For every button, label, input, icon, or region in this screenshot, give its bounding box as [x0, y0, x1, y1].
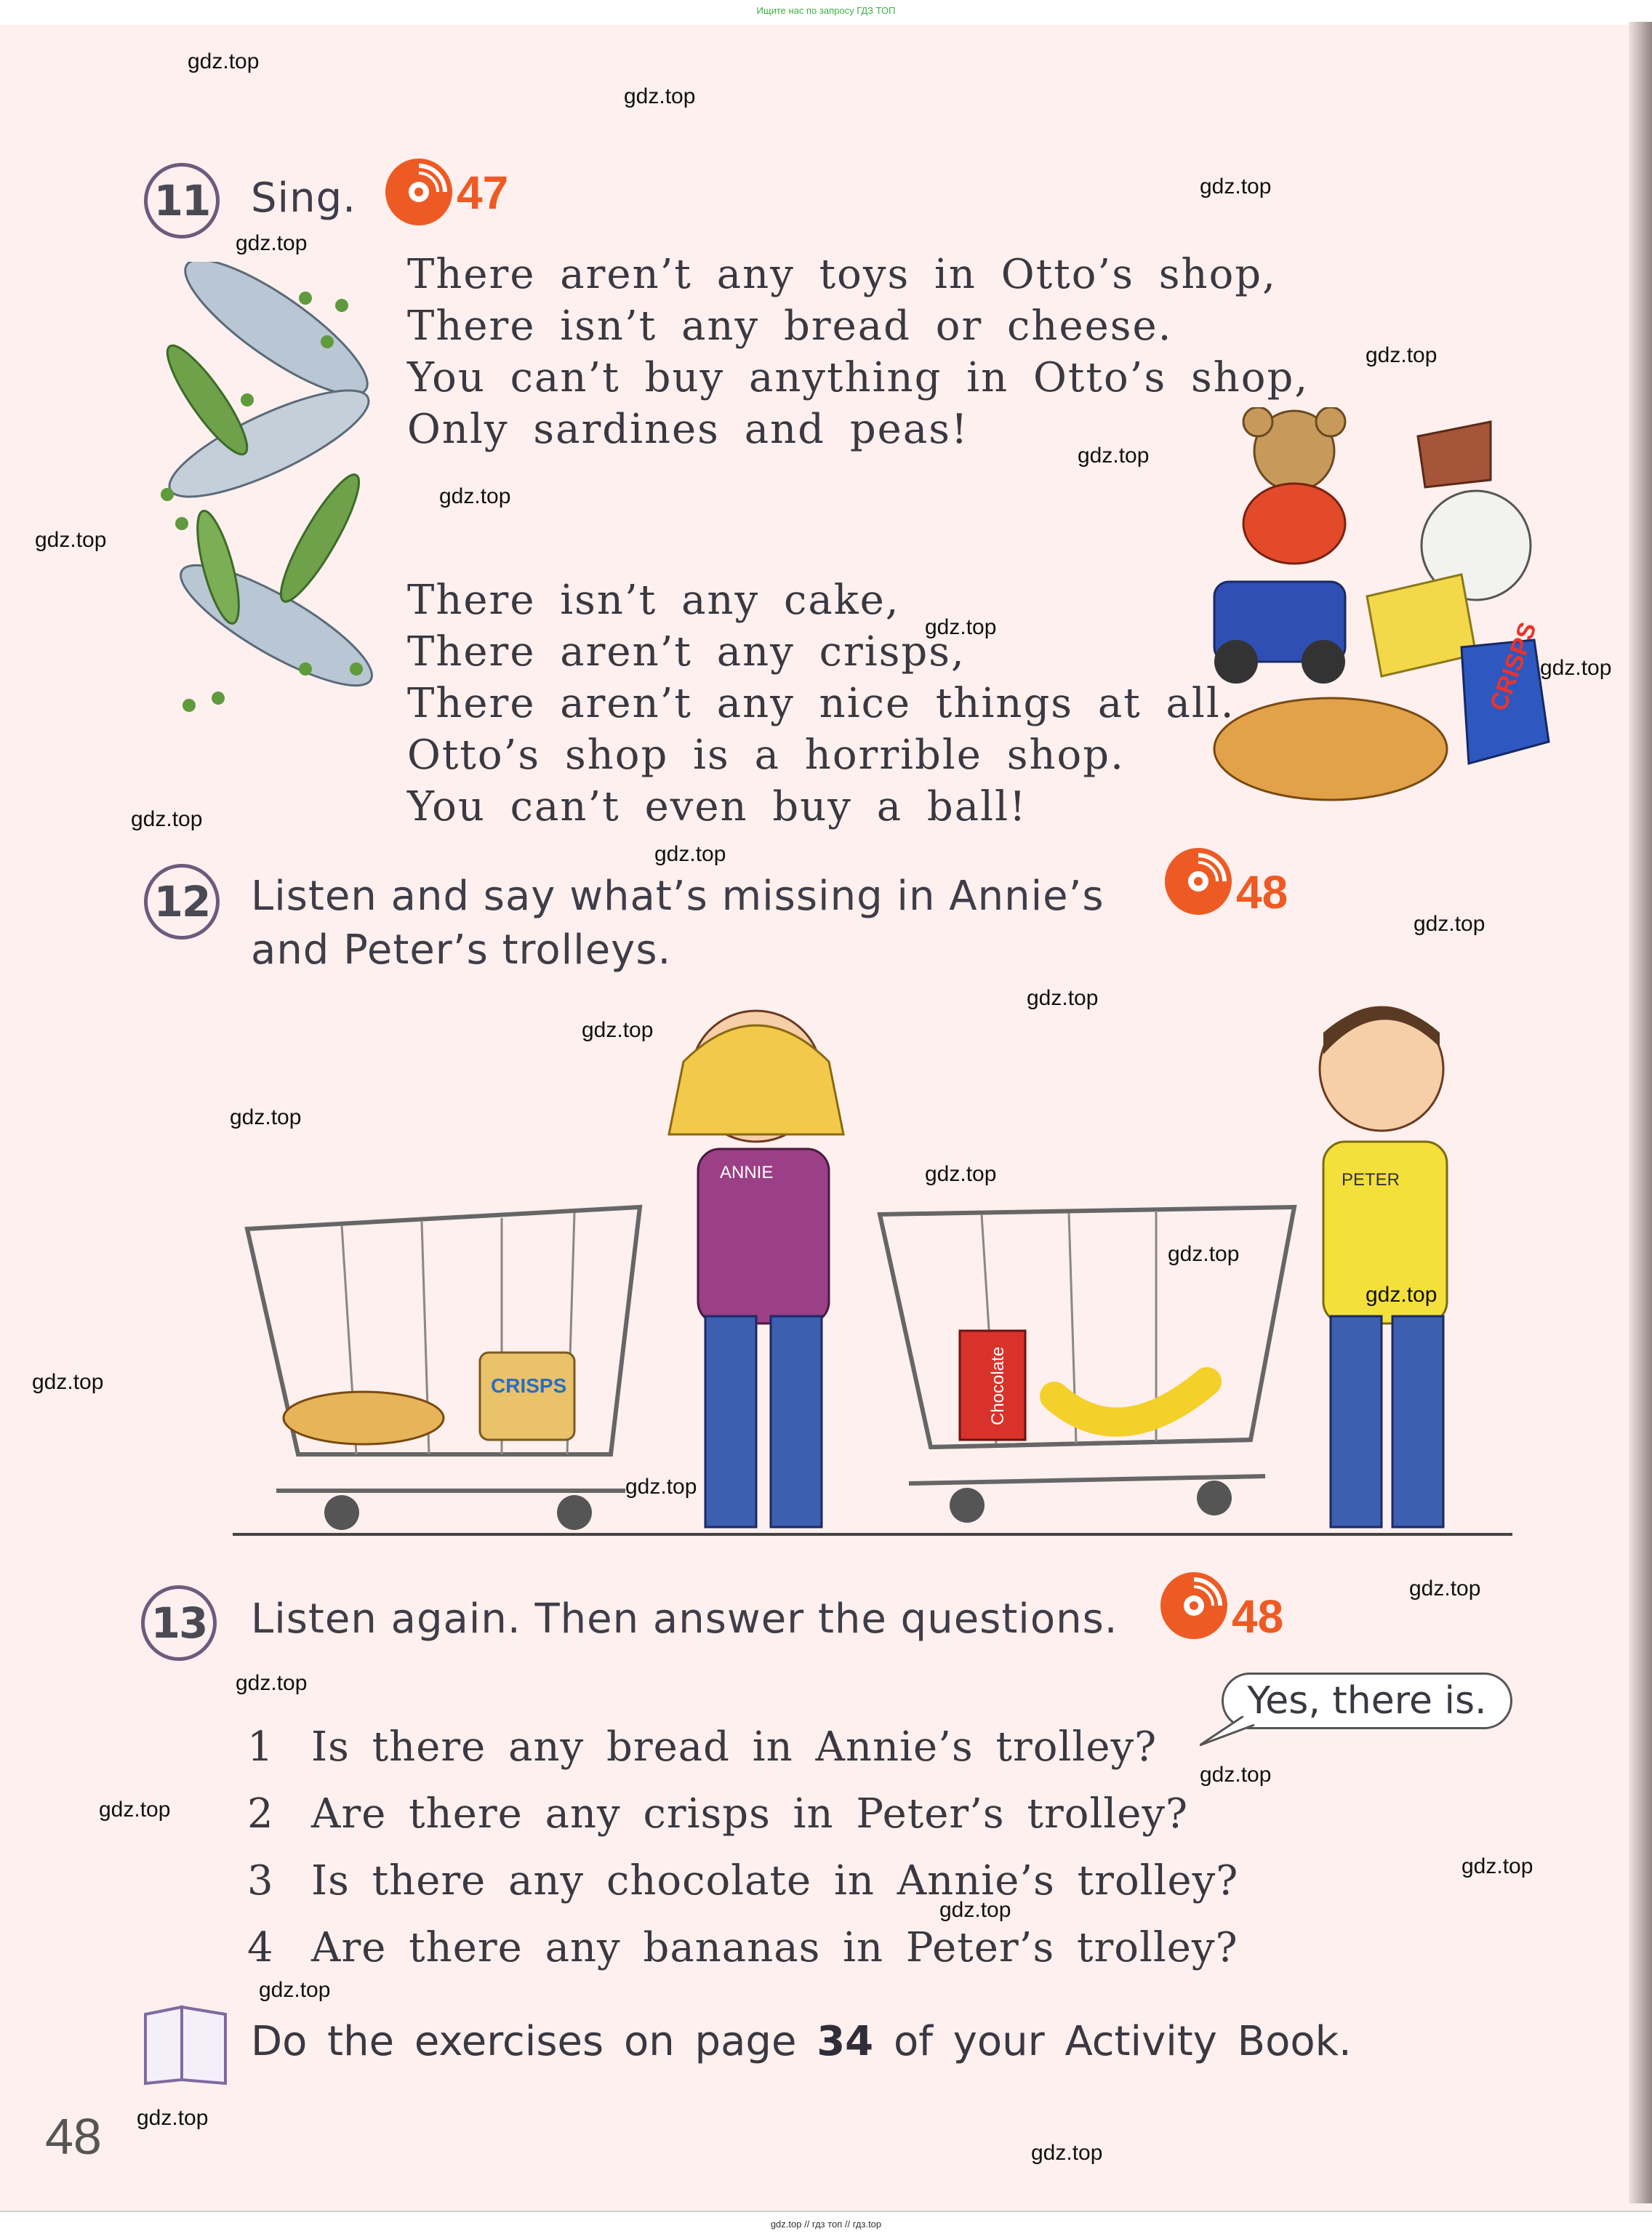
cd-icon: [1159, 1571, 1229, 1641]
question-number: 2: [247, 1790, 274, 1838]
exercise-13-number: 13: [141, 1585, 217, 1661]
question-number: 1: [247, 1723, 274, 1771]
annie-label: ANNIE: [720, 1163, 774, 1182]
watermark: gdz.top: [131, 807, 203, 831]
exercise-12-line-1: Listen and say what’s missing in Annie’s: [251, 873, 1104, 920]
exercise-13-title: Listen again. Then answer the questions.: [251, 1595, 1118, 1643]
watermark: gdz.top: [32, 1370, 104, 1394]
watermark: gdz.top: [1200, 1763, 1272, 1787]
question-3: [247, 1857, 1238, 1904]
exercise-12-line-2: and Peter’s trolleys.: [251, 926, 672, 974]
toys-food-illustration: [1185, 407, 1563, 814]
footer-bar: gdz.top // гдз топ // гдз.top: [0, 2211, 1652, 2239]
watermark: gdz.top: [625, 1475, 697, 1499]
watermark: gdz.top: [35, 528, 107, 552]
exercise-11-title: Sing.: [251, 175, 356, 222]
song-line: You can’t even buy a ball!: [407, 783, 1027, 830]
question-1: [247, 1723, 1157, 1771]
song-line: You can’t buy anything in Otto’s shop,: [407, 354, 1310, 401]
watermark: gdz.top: [99, 1798, 171, 1822]
song-line: There isn’t any bread or cheese.: [407, 303, 1173, 350]
activity-text: Do the exercises on page: [251, 2018, 817, 2065]
watermark: gdz.top: [1031, 2141, 1103, 2165]
question-text: Is there any bread in Annie’s trolley?: [311, 1723, 1158, 1771]
crisps-label: CRISPS: [1484, 618, 1542, 715]
watermark: gdz.top: [654, 842, 726, 866]
watermark: gdz.top: [236, 1671, 308, 1695]
track-number-47: 47: [457, 167, 509, 219]
top-banner: Ищите нас по запросу ГДЗ ТОП: [0, 0, 1652, 25]
watermark: gdz.top: [1366, 343, 1438, 367]
watermark: gdz.top: [230, 1105, 302, 1129]
watermark: gdz.top: [236, 231, 308, 255]
page-number: 48: [45, 2108, 102, 2165]
activity-book-instruction: [251, 2018, 1352, 2065]
question-text: Are there any bananas in Peter’s trolley?: [311, 1924, 1238, 1971]
crisps-label: CRISPS: [491, 1374, 567, 1397]
watermark: gdz.top: [1366, 1283, 1438, 1307]
question-number: 4: [247, 1924, 274, 1971]
watermark: gdz.top: [925, 615, 997, 639]
exercise-12-number: 12: [144, 864, 220, 940]
question-2: [247, 1790, 1188, 1838]
page-spine: [1629, 22, 1652, 2203]
watermark: gdz.top: [1414, 912, 1485, 936]
watermark: gdz.top: [1200, 175, 1272, 199]
question-number: 3: [247, 1857, 274, 1904]
watermark: gdz.top: [1409, 1577, 1481, 1601]
song-line: There isn’t any cake,: [407, 577, 900, 624]
song-verse-2: [407, 574, 1235, 833]
watermark: gdz.top: [259, 1978, 331, 2002]
trolleys-illustration: [233, 989, 1512, 1542]
chocolate-label: Chocolate: [988, 1346, 1008, 1425]
watermark: gdz.top: [939, 1898, 1011, 1922]
song-line: There aren’t any nice things at all.: [407, 680, 1235, 727]
song-line: There aren’t any toys in Otto’s shop,: [407, 251, 1277, 298]
activity-text: of your Activity Book.: [873, 2018, 1352, 2065]
song-verse-1: [407, 249, 1309, 455]
watermark: gdz.top: [1168, 1242, 1240, 1266]
cd-icon: [384, 157, 454, 227]
watermark: gdz.top: [1461, 1854, 1533, 1878]
song-line: There aren’t any crisps,: [407, 628, 966, 676]
exercise-11-number: 11: [144, 163, 220, 239]
speech-bubble-tail: [1200, 1716, 1258, 1753]
question-text: Are there any crisps in Peter’s trolley?: [311, 1790, 1189, 1838]
watermark: gdz.top: [439, 484, 511, 508]
watermark: gdz.top: [925, 1162, 997, 1186]
peter-label: PETER: [1342, 1170, 1400, 1190]
question-4: [247, 1924, 1238, 1971]
answer-speech-bubble: Yes, there is.: [1222, 1673, 1512, 1729]
question-text: Is there any chocolate in Annie’s trolley?: [311, 1857, 1239, 1904]
watermark: gdz.top: [582, 1018, 654, 1042]
watermark: gdz.top: [137, 2106, 209, 2130]
cd-icon: [1163, 846, 1233, 916]
watermark: gdz.top: [1078, 444, 1150, 468]
activity-page-number: 34: [817, 2018, 874, 2065]
watermark: gdz.top: [1540, 656, 1612, 680]
track-number-48: 48: [1236, 866, 1288, 918]
song-line: Only sardines and peas!: [407, 406, 969, 453]
watermark: gdz.top: [188, 49, 260, 73]
watermark: gdz.top: [1027, 986, 1099, 1010]
activity-book-icon: [138, 2000, 233, 2087]
song-line: Otto’s shop is a horrible shop.: [407, 732, 1125, 779]
track-number-48: 48: [1232, 1590, 1284, 1643]
sardines-peas-illustration: [138, 262, 385, 727]
watermark: gdz.top: [624, 84, 696, 108]
